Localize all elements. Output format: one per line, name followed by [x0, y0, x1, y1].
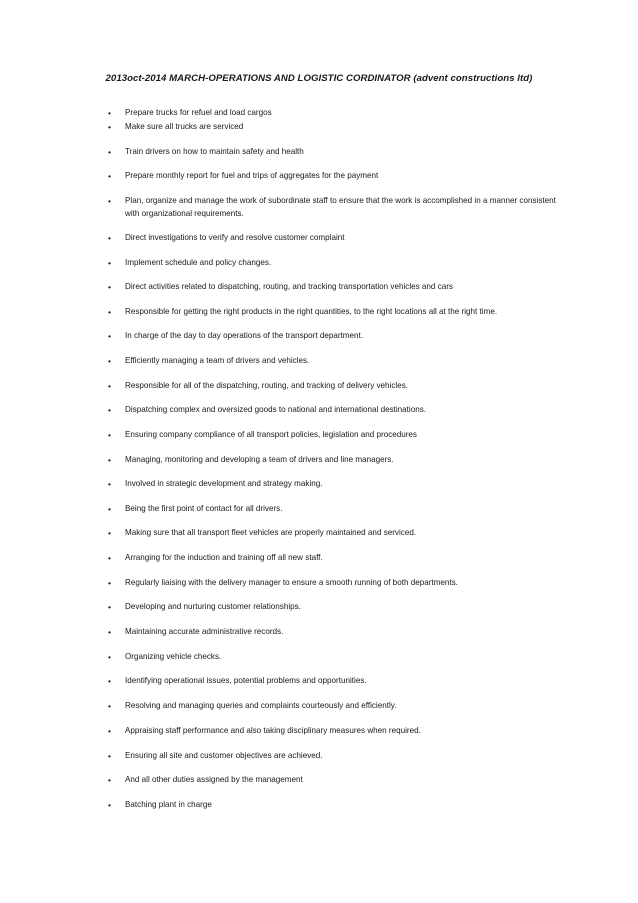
list-item-text: Ensuring all site and customer objectives are achieved.: [125, 751, 323, 760]
bullet-icon: •: [108, 528, 111, 538]
list-item-text: Make sure all trucks are serviced: [125, 122, 244, 131]
bullet-icon: •: [108, 751, 111, 761]
list-item-text: Maintaining accurate administrative records.: [125, 627, 284, 636]
list-item-text: Efficiently managing a team of drivers and vehicles.: [125, 356, 310, 365]
bullet-icon: •: [108, 356, 111, 366]
bullet-icon: •: [108, 627, 111, 637]
bullet-icon: •: [108, 602, 111, 612]
bullet-icon: •: [108, 331, 111, 341]
list-item-text: Ensuring company compliance of all transport policies, legislation and procedures: [125, 430, 417, 439]
list-item-text: Direct investigations to verify and resolve customer complaint: [125, 233, 345, 242]
list-item-text: Developing and nurturing customer relationships.: [125, 602, 301, 611]
list-item-text: Batching plant in charge: [125, 800, 212, 809]
list-item-text: Prepare monthly report for fuel and trips of aggregates for the payment: [125, 171, 379, 180]
bullet-icon: •: [108, 307, 111, 317]
bullet-icon: •: [108, 676, 111, 686]
section-heading: 2013oct-2014 MARCH-OPERATIONS AND LOGISTIC CORDINATOR (advent constructions ltd): [105, 73, 533, 84]
list-item-text: Making sure that all transport fleet vehicles are properly maintained and serviced.: [125, 528, 417, 537]
list-item-text: Being the first point of contact for all drivers.: [125, 504, 283, 513]
list-item-text: Responsible for all of the dispatching, routing, and tracking of delivery vehicles.: [125, 381, 408, 390]
bullet-icon: •: [108, 504, 111, 514]
bullet-icon: •: [108, 196, 111, 206]
bullet-icon: •: [108, 108, 111, 118]
bullet-icon: •: [108, 430, 111, 440]
bullet-icon: •: [108, 578, 111, 588]
list-item-text: In charge of the day to day operations of the transport department.: [125, 331, 364, 340]
list-item-text: Organizing vehicle checks.: [125, 652, 222, 661]
list-item-text: Arranging for the induction and training off all new staff.: [125, 553, 323, 562]
bullet-icon: •: [108, 282, 111, 292]
bullet-icon: •: [108, 258, 111, 268]
bullet-icon: •: [108, 122, 111, 132]
list-item-text: Plan, organize and manage the work of subordinate staff to ensure that the work is accomplished in a manner consistent with organizational requirements.: [125, 196, 556, 218]
bullet-icon: •: [108, 381, 111, 391]
bullet-icon: •: [108, 455, 111, 465]
list-item-text: Responsible for getting the right products in the right quantities, to the right locations all at the right time.: [125, 307, 498, 316]
bullet-icon: •: [108, 171, 111, 181]
list-item-text: Appraising staff performance and also taking disciplinary measures when required.: [125, 726, 421, 735]
list-item-text: Identifying operational issues, potential problems and opportunities.: [125, 676, 367, 685]
list-item-text: Managing, monitoring and developing a team of drivers and line managers.: [125, 455, 394, 464]
list-item-text: Dispatching complex and oversized goods to national and international destinations.: [125, 405, 427, 414]
list-item-text: Train drivers on how to maintain safety and health: [125, 147, 304, 156]
bullet-icon: •: [108, 479, 111, 489]
list-item-text: Implement schedule and policy changes.: [125, 258, 272, 267]
list-item-text: Regularly liaising with the delivery manager to ensure a smooth running of both departments.: [125, 578, 458, 587]
list-item-text: And all other duties assigned by the management: [125, 775, 303, 784]
bullet-icon: •: [108, 553, 111, 563]
list-item-text: Direct activities related to dispatching, routing, and tracking transportation vehicles and cars: [125, 282, 453, 291]
bullet-icon: •: [108, 701, 111, 711]
bullet-icon: •: [108, 652, 111, 662]
list-item-text: Involved in strategic development and strategy making.: [125, 479, 323, 488]
bullet-icon: •: [108, 233, 111, 243]
list-item-text: Prepare trucks for refuel and load cargos: [125, 108, 272, 117]
bullet-icon: •: [108, 726, 111, 736]
list-item-text: Resolving and managing queries and complaints courteously and efficiently.: [125, 701, 397, 710]
bullet-icon: •: [108, 775, 111, 785]
bullet-icon: •: [108, 147, 111, 157]
bullet-icon: •: [108, 800, 111, 810]
bullet-icon: •: [108, 405, 111, 415]
